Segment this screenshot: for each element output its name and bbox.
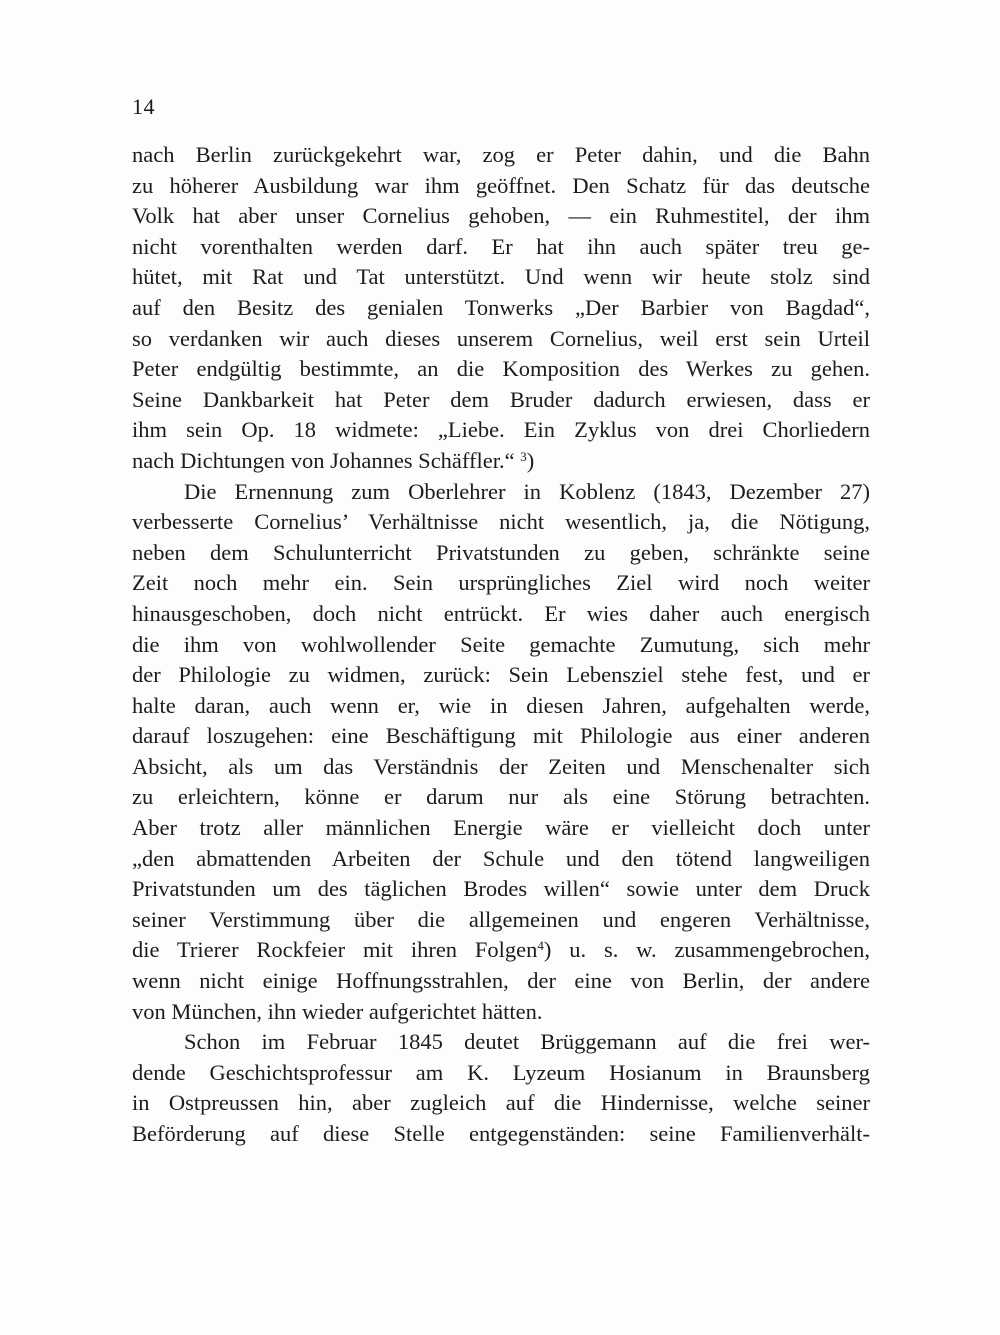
text-line: Peter endgültig bestimmte, an die Komposition des Werkes zu gehen. bbox=[132, 356, 870, 382]
line-text-after: ) bbox=[526, 447, 535, 473]
text-line: nicht vorenthalten werden darf. Er hat ihn auch später treu ge- bbox=[132, 233, 870, 259]
footnote-ref: 3 bbox=[520, 448, 527, 464]
text-line: Aber trotz aller männlichen Energie wäre er vielleicht doch unter bbox=[132, 815, 870, 841]
text-line: Beförderung auf diese Stelle entgegenständen: seine Familienverhält- bbox=[132, 1121, 870, 1146]
text-line: so verdanken wir auch dieses unserem Cornelius, weil erst sein Urteil bbox=[132, 325, 870, 351]
footnote-ref: 4 bbox=[537, 938, 544, 954]
text-line: der Philologie zu widmen, zurück: Sein Lebensziel stehe fest, und er bbox=[132, 662, 870, 688]
text-line: in Ostpreussen hin, aber zugleich auf die Hindernisse, welche seiner bbox=[132, 1090, 870, 1116]
text-line: Privatstunden um des täglichen Brodes willen“ sowie unter dem Druck bbox=[132, 876, 870, 902]
text-line: Die Ernennung zum Oberlehrer in Koblenz (1843, Dezember 27) bbox=[184, 478, 870, 504]
page-number: 14 bbox=[132, 94, 155, 119]
text-line: Seine Dankbarkeit hat Peter dem Bruder dadurch erwiesen, dass er bbox=[132, 386, 870, 412]
text-line: Zeit noch mehr ein. Sein ursprüngliches Ziel wird noch weiter bbox=[132, 570, 870, 596]
text-line: nach Berlin zurückgekehrt war, zog er Peter dahin, und die Bahn bbox=[132, 142, 870, 167]
text-line bbox=[132, 446, 870, 477]
text-line: von München, ihn wieder aufgerichtet hätten. bbox=[132, 998, 543, 1024]
text-line: auf den Besitz des genialen Tonwerks „Der Barbier von Bagdad“, bbox=[132, 294, 870, 320]
text-line: Volk hat aber unser Cornelius gehoben, — ein Ruhmestitel, der ihm bbox=[132, 203, 870, 229]
text-line: verbesserte Cornelius’ Verhältnisse nicht wesentlich, ja, die Nötigung, bbox=[132, 509, 870, 535]
text-line: zu höherer Ausbildung war ihm geöffnet. Den Schatz für das deutsche bbox=[132, 172, 870, 198]
text-line: wenn nicht einige Hoffnungsstrahlen, der eine von Berlin, der andere bbox=[132, 968, 870, 994]
text-line: dende Geschichtsprofessur am K. Lyzeum Hosianum in Braunsberg bbox=[132, 1059, 870, 1085]
text-line: halte daran, auch wenn er, wie in diesen Jahren, aufgehalten werde, bbox=[132, 692, 870, 718]
text-line: ihm sein Op. 18 widmete: „Liebe. Ein Zyklus von drei Chorliedern bbox=[132, 417, 870, 443]
line-text: nach Dichtungen von Johannes Schäffler.“ bbox=[132, 447, 515, 473]
text-line: zu erleichtern, könne er darum nur als eine Störung betrachten. bbox=[132, 784, 870, 810]
line-text: die Trierer Rockfeier mit ihren Folgen bbox=[132, 937, 538, 963]
text-line bbox=[132, 935, 870, 966]
text-line: seiner Verstimmung über die allgemeinen und engeren Verhältnisse, bbox=[132, 906, 870, 932]
line-text-after: ) u. s. w. zusammengebrochen, bbox=[543, 937, 870, 963]
text-line: Absicht, als um das Verständnis der Zeiten und Menschenalter sich bbox=[132, 753, 870, 779]
text-line: Schon im Februar 1845 deutet Brüggemann auf die frei wer- bbox=[184, 1029, 870, 1055]
text-line: die ihm von wohlwollender Seite gemachte Zumutung, sich mehr bbox=[132, 631, 870, 657]
text-line: hinausgeschoben, doch nicht entrückt. Er wies daher auch energisch bbox=[132, 600, 870, 626]
text-line: neben dem Schulunterricht Privatstunden zu geben, schränkte seine bbox=[132, 539, 870, 565]
text-line: hütet, mit Rat und Tat unterstützt. Und wenn wir heute stolz sind bbox=[132, 264, 870, 290]
body-text bbox=[132, 140, 870, 1150]
text-line: „den abmattenden Arbeiten der Schule und den tötend langweiligen bbox=[132, 845, 870, 871]
text-line: darauf loszugehen: eine Beschäftigung mit Philologie aus einer anderen bbox=[132, 723, 870, 749]
